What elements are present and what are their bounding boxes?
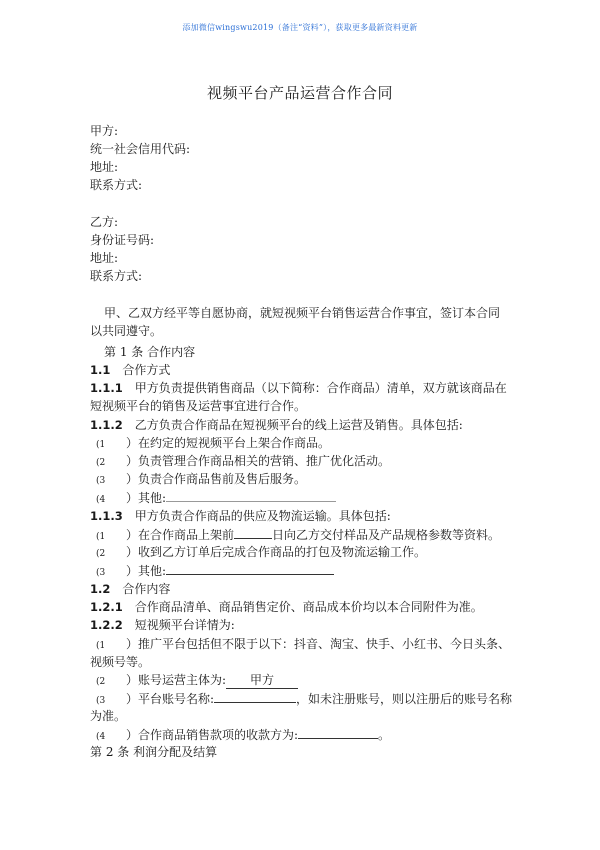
party-b-id-label: 身份证号码: <box>90 233 155 247</box>
party-a-contact-label: 联系方式: <box>90 178 143 192</box>
list-item-cont: 视频号等。 <box>90 655 151 669</box>
section-text: 合作内容 <box>122 582 171 596</box>
item-marker: (2 <box>96 549 106 559</box>
list-item <box>96 673 298 690</box>
item-marker: (1 <box>96 641 106 651</box>
item-text: ）负责合作商品售前及售后服务。 <box>126 472 307 486</box>
list-item <box>96 490 336 508</box>
list-item <box>96 436 330 453</box>
section-1-1-3 <box>90 509 391 524</box>
item-text: ）在约定的短视频平台上架合作商品。 <box>126 436 331 450</box>
item-text-cont: 日向乙方交付样品及产品规格参数等资料。 <box>272 528 501 542</box>
item-text-cont: ，如未注册账号，则以注册后的账号名称 <box>296 692 513 706</box>
item-text: ）账号运营主体为: <box>126 673 227 687</box>
item-text: ）负责管理合作商品相关的营销、推广优化活动。 <box>126 454 391 468</box>
other-blank-field[interactable] <box>166 490 336 502</box>
other-blank-field[interactable] <box>166 563 334 575</box>
party-a-name-label: 甲方: <box>90 124 119 138</box>
section-number: 1.1.2 <box>90 418 123 432</box>
section-1-2 <box>90 582 170 597</box>
party-a-address-label: 地址: <box>90 160 119 174</box>
item-marker: (4 <box>96 732 106 742</box>
list-item <box>96 563 334 581</box>
section-number: 1.2 <box>90 582 111 596</box>
party-b-name-label: 乙方: <box>90 215 119 229</box>
section-text: 甲方负责合作商品的供应及物流运输。具体包括: <box>134 509 391 523</box>
section-number: 1.1.3 <box>90 509 123 523</box>
section-number: 1.1.1 <box>90 381 123 395</box>
list-item <box>96 545 426 562</box>
payee-field[interactable] <box>298 727 378 739</box>
item-text-cont: 。 <box>378 728 391 742</box>
section-1-1-1 <box>90 381 507 396</box>
list-item <box>96 637 510 654</box>
item-text: ）收到乙方订单后完成合作商品的打包及物流运输工作。 <box>126 545 427 559</box>
section-text: 合作商品清单、商品销售定价、商品成本价均以本合同附件为准。 <box>134 600 483 614</box>
section-text: 合作方式 <box>122 363 171 377</box>
list-item <box>96 691 512 709</box>
item-marker: (2 <box>96 677 106 687</box>
section-number: 1.1 <box>90 363 111 377</box>
item-marker: (3 <box>96 696 106 706</box>
list-item <box>96 472 306 489</box>
list-item <box>96 727 390 745</box>
section-text: 甲方负责提供销售商品（以下简称：合作商品）清单，双方就该商品在 <box>134 381 507 395</box>
list-item <box>96 527 500 545</box>
item-marker: (4 <box>96 495 106 505</box>
preamble-line-1: 甲、乙双方经平等自愿协商，就短视频平台销售运营合作事宜，签订本合同 <box>104 306 501 320</box>
list-item <box>96 454 390 471</box>
item-text: ）平台账号名称: <box>126 692 215 706</box>
party-b-contact-label: 联系方式: <box>90 269 143 283</box>
article-2-heading: 第 2 条 利润分配及结算 <box>90 745 218 759</box>
item-marker: (3 <box>96 476 106 486</box>
account-name-field[interactable] <box>214 691 296 703</box>
section-text: 短视频平台详情为: <box>134 618 235 632</box>
document-title: 视频平台产品运营合作合同 <box>206 84 393 102</box>
item-text: ）在合作商品上架前 <box>126 528 235 542</box>
party-b-address-label: 地址: <box>90 251 119 265</box>
header-banner: 添加微信wingswu2019（备注“资料”），获取更多最新资料更新 <box>182 23 418 32</box>
section-1-1-1-cont: 短视频平台的销售及运营事宜进行合作。 <box>90 399 307 413</box>
item-text: ）其他: <box>126 491 167 505</box>
preamble-line-2: 以共同遵守。 <box>90 324 163 338</box>
item-marker: (1 <box>96 440 106 450</box>
item-marker: (1 <box>96 532 106 542</box>
section-text: 乙方负责合作商品在短视频平台的线上运营及销售。具体包括: <box>134 418 463 432</box>
item-text: ）推广平台包括但不限于以下：抖音、淘宝、快手、小红书、今日头条、 <box>126 637 511 651</box>
section-1-1 <box>90 363 170 378</box>
section-number: 1.2.1 <box>90 600 123 614</box>
days-blank-field[interactable] <box>234 527 272 539</box>
item-text: ）其他: <box>126 564 167 578</box>
list-item-cont: 为准。 <box>90 709 127 723</box>
party-a-credit-code-label: 统一社会信用代码: <box>90 142 191 156</box>
section-1-2-2 <box>90 618 235 633</box>
item-marker: (2 <box>96 458 106 468</box>
section-1-2-1 <box>90 600 483 615</box>
operator-field[interactable]: 甲方 <box>226 673 298 689</box>
article-1-heading: 第 1 条 合作内容 <box>104 345 196 359</box>
item-text: ）合作商品销售款项的收款方为: <box>126 728 299 742</box>
section-1-1-2 <box>90 418 463 433</box>
section-number: 1.2.2 <box>90 618 123 632</box>
item-marker: (3 <box>96 568 106 578</box>
